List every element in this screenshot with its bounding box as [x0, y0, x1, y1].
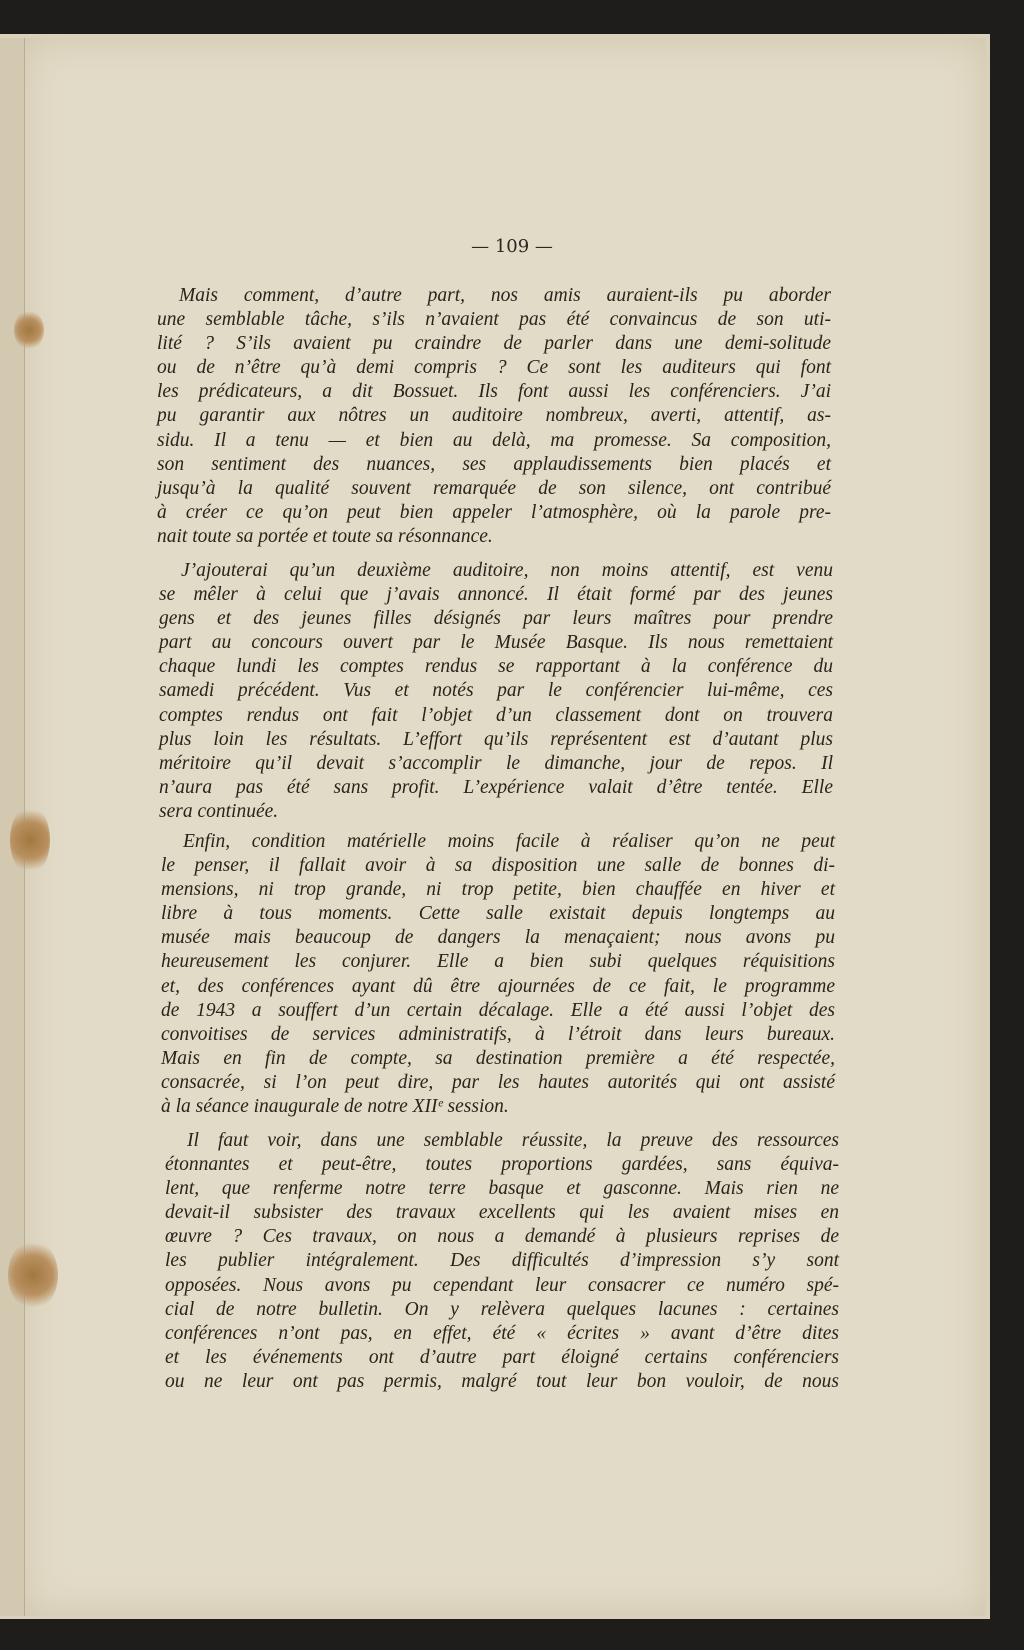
binding-stain	[14, 310, 44, 350]
text-line: conférences n’ont pas, en effet, été « écrites » avant d’être dites	[165, 1322, 839, 1344]
text-line: méritoire qu’il devait s’accomplir le dimanche, jour de repos. Il	[159, 752, 833, 774]
paragraph	[161, 830, 835, 1119]
text-line: devait-il subsister des travaux excellents qui les avaient mises en	[165, 1202, 839, 1224]
text-line: Mais comment, d’autre part, nos amis auraient-ils pu aborder	[179, 285, 831, 306]
text-line: une semblable tâche, s’ils n’avaient pas été convaincus de son uti-	[157, 309, 831, 331]
binding-stain	[8, 1240, 58, 1310]
text-line: comptes rendus ont fait l’objet d’un classement dont on trouvera	[159, 704, 833, 726]
text-line: à créer ce qu’on peut bien appeler l’atmosphère, où la parole pre-	[157, 501, 831, 523]
text-line: se mêler à celui que j’avais annoncé. Il était formé par des jeunes	[159, 584, 833, 606]
text-line: le penser, il fallait avoir à sa disposition une salle de bonnes di-	[161, 855, 835, 877]
text-line: consacrée, si l’on peut dire, par les hautes autorités qui ont assisté	[161, 1071, 835, 1093]
text-line: libre à tous moments. Cette salle existait depuis longtemps au	[161, 903, 835, 925]
text-line: nait toute sa portée et toute sa résonnance.	[157, 525, 493, 547]
text-line: et, des conférences ayant dû être ajournées de ce fait, le programme	[161, 975, 835, 997]
text-line: cial de notre bulletin. On y relèvera quelques lacunes : certaines	[165, 1298, 839, 1320]
text-line: gens et des jeunes filles désignés par leurs maîtres pour prendre	[159, 608, 833, 630]
text-line: ou ne leur ont pas permis, malgré tout leur bon vouloir, de nous	[165, 1370, 839, 1392]
paragraph	[157, 284, 831, 549]
text-line: étonnantes et peut-être, toutes proportions gardées, sans équiva-	[165, 1154, 839, 1176]
text-line: heureusement les conjurer. Elle a bien subi quelques réquisitions	[161, 951, 835, 973]
page-number: — 109 —	[471, 236, 553, 257]
paragraph	[165, 1129, 839, 1394]
text-line: samedi précédent. Vus et notés par le conférencier lui-même, ces	[159, 680, 833, 702]
binding-stain	[10, 805, 50, 875]
text-line: à la séance inaugurale de notre XIIᵉ session.	[161, 1096, 509, 1118]
text-line: Enfin, condition matérielle moins facile à réaliser qu’on ne peut	[183, 831, 835, 852]
text-line: sera continuée.	[159, 800, 279, 822]
text-line: part au concours ouvert par le Musée Basque. Ils nous remettaient	[159, 632, 833, 654]
text-line: J’ajouterai qu’un deuxième auditoire, non moins attentif, est venu	[181, 560, 833, 581]
text-line: lent, que renferme notre terre basque et gasconne. Mais rien ne	[165, 1178, 839, 1200]
text-line: opposées. Nous avons pu cependant leur consacrer ce numéro spé-	[165, 1274, 839, 1296]
text-line: pu garantir aux nôtres un auditoire nombreux, averti, attentif, as-	[157, 405, 831, 427]
text-line: chaque lundi les comptes rendus se rapportant à la conférence du	[159, 656, 833, 678]
text-line: œuvre ? Ces travaux, on nous a demandé à plusieurs reprises de	[165, 1226, 839, 1248]
text-line: Il faut voir, dans une semblable réussite, la preuve des ressources	[187, 1130, 839, 1151]
text-line: Mais en fin de compte, sa destination première a été respectée,	[161, 1047, 835, 1069]
text-line: ou de n’être qu’à demi compris ? Ce sont les auditeurs qui font	[157, 357, 831, 379]
text-line: de 1943 a souffert d’un certain décalage. Elle a été aussi l’objet des	[161, 999, 835, 1021]
text-line: musée mais beaucoup de dangers la menaçaient; nous avons pu	[161, 927, 835, 949]
text-line: plus loin les résultats. L’effort qu’ils représentent est d’autant plus	[159, 728, 833, 750]
text-line: sidu. Il a tenu — et bien au delà, ma promesse. Sa composition,	[157, 429, 831, 451]
text-line: jusqu’à la qualité souvent remarquée de son silence, ont contribué	[157, 477, 831, 499]
text-line: les prédicateurs, a dit Bossuet. Ils font aussi les conférenciers. J’ai	[157, 381, 831, 403]
text-line: et les événements ont d’autre part éloigné certains conférenciers	[165, 1346, 839, 1368]
text-line: n’aura pas été sans profit. L’expérience valait d’être tentée. Elle	[159, 776, 833, 798]
text-line: son sentiment des nuances, ses applaudissements bien placés et	[157, 453, 831, 475]
text-line: les publier intégralement. Des difficultés d’impression s’y sont	[165, 1250, 839, 1272]
paragraph	[159, 559, 833, 824]
text-line: convoitises de services administratifs, à l’étroit dans leurs bureaux.	[161, 1023, 835, 1045]
text-line: mensions, ni trop grande, ni trop petite, bien chauffée en hiver et	[161, 879, 835, 901]
text-line: lité ? S’ils avaient pu craindre de parler dans une demi-solitude	[157, 333, 831, 355]
